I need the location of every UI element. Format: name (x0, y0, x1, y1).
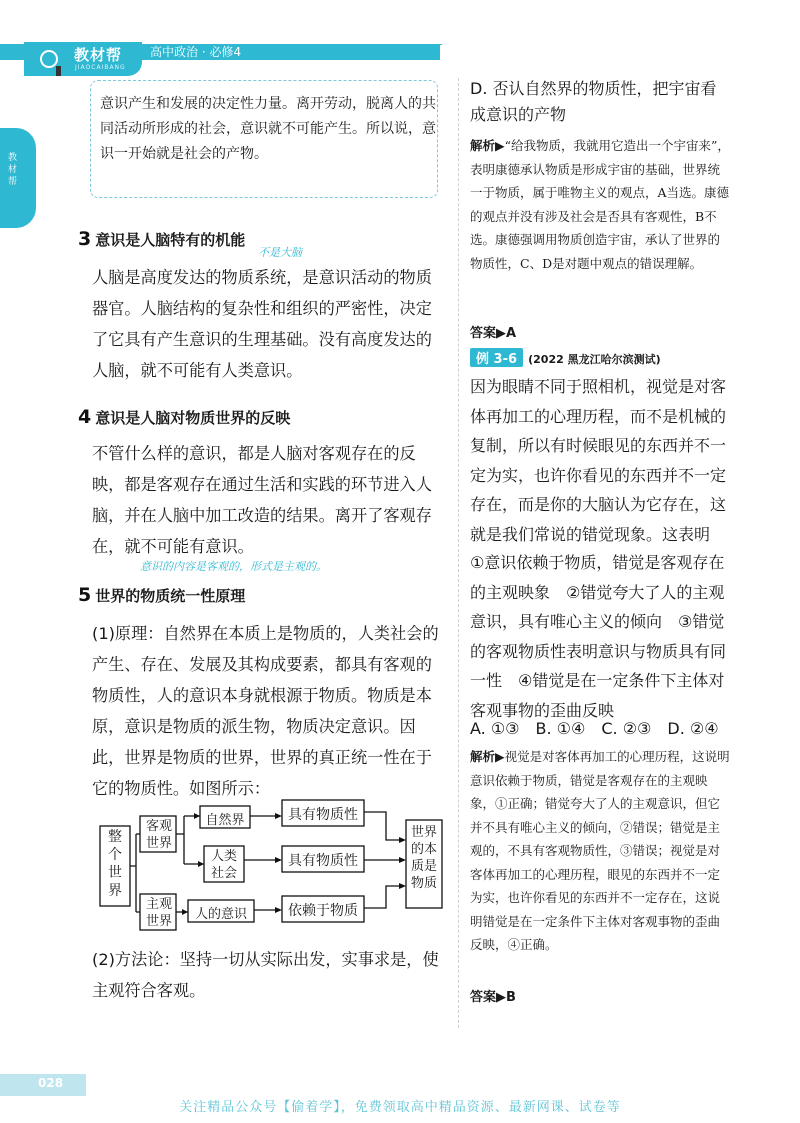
label-consciousness: 人的意识 (194, 907, 247, 922)
footer-promo: 关注精品公众号【偷着学】，免费领取高中精品资源、最新网课、试卷等 (179, 1100, 621, 1115)
section-3-number: 3 (78, 228, 92, 250)
side-tab-label: 教材帮 (8, 153, 18, 187)
label-material-1: 具有物质性 (288, 807, 358, 823)
label-material-2: 具有物质性 (288, 853, 358, 869)
analysis-1-marker: ▶ (495, 138, 505, 153)
question-stem: 因为眼睛不同于照相机，视觉是对客体再加工的心理历程，而不是机械的复制，所以有时候眼见的东西并不一定为实，也许你看见的东西并不一定存在，而是你的大脑认为它存在，这就是我们常说的错觉现象。这表明 (470, 377, 727, 544)
answer-2-value: B (506, 990, 516, 1005)
subject-title: 高中政治 · 必修4 (150, 45, 242, 59)
question-options: ①意识依赖于物质，错觉是客观存在的主观映象 ②错觉夸大了人的主观意识，具有唯心主义的倾向 ③错觉的客观物质性表明意识与物质具有同一性 ④错觉是在一定条件下主体对客观事物的歪曲反映 (470, 553, 727, 720)
section-3-heading (78, 228, 245, 250)
analysis-2-marker: ▶ (495, 749, 505, 764)
section-5-method: (2)方法论：坚持一切从实际出发，实事求是，使主观符合客观。 (92, 950, 439, 1000)
analysis-2-label: 解析 (470, 749, 496, 764)
section-5-number: 5 (78, 584, 92, 606)
answer-1 (470, 322, 732, 341)
analysis-2-text: 视觉是对客体再加工的心理历程，这说明意识依赖于物质，错觉是客观存在的主观映象，①正确；错觉夸大了人的主观意识，但它并不具有唯心主义的倾向，②错误；错觉是主观的，不具有客观物质性，③错误；视觉是对客体再加工的心理历程，眼见的东西并不一定为实，也许你看见的东西并不一定存在，这说明错觉是在一定条件下主体对客观事物的歪曲反映，④正确。 (470, 749, 730, 952)
label-subjective-world: 主观世界 (145, 897, 172, 929)
brand-name: 教材帮 (74, 46, 123, 64)
section-3-title: 意识是人脑特有的机能 (95, 231, 246, 249)
section-3-note: 不是大脑 (258, 246, 302, 259)
section-5-title: 世界的物质统一性原理 (95, 587, 246, 605)
option-d: D. 否认自然界的物质性，把宇宙看成意识的产物 (470, 79, 717, 124)
answer-1-value: A (506, 326, 517, 341)
label-society: 人类社会 (210, 849, 237, 881)
example-tag: 例 3-6 (470, 348, 523, 367)
question-choices: A. ①③ B. ①④ C. ②③ D. ②④ (470, 719, 719, 738)
column-divider (458, 78, 460, 1028)
label-nature: 自然界 (205, 813, 245, 828)
section-4-heading (78, 406, 290, 428)
example-header (470, 348, 732, 367)
page-number-tab (0, 1074, 86, 1096)
section-4-title: 意识是人脑对物质世界的反映 (95, 409, 291, 427)
answer-2 (470, 986, 732, 1005)
box-text: 意识产生和发展的决定性力量。离开劳动，脱离人的共同活动所形成的社会，意识就不可能产生。所以说，意识一开始就是社会的产物。 (100, 96, 436, 162)
answer-1-label: 答案 (470, 326, 497, 341)
section-4-number: 4 (78, 406, 92, 428)
answer-2-label: 答案 (470, 990, 497, 1005)
section-4-note: 意识的内容是客观的，形式是主观的。 (140, 560, 327, 573)
analysis-2 (470, 745, 732, 957)
label-depends: 依赖于物质 (288, 903, 358, 919)
section-3-paragraph: 人脑是高度发达的物质系统，是意识活动的物质器官。人脑结构的复杂性和组织的严密性，决定了它具有产生意识的生理基础。没有高度发达的人脑，就不可能有人类意识。 (92, 268, 432, 380)
brand-subtitle: JIAOCAIBANG (75, 64, 126, 71)
section-4-paragraph: 不管什么样的意识，都是人脑对客观存在的反映，都是客观存在通过生活和实践的环节进入人脑，并在人脑中加工改造的结果。离开了客观存在，就不可能有意识。 (92, 444, 432, 556)
analysis-1 (470, 134, 732, 275)
lightbulb-base-icon (56, 66, 61, 76)
label-objective-world: 客观世界 (145, 819, 172, 851)
page-number: 028 (38, 1076, 64, 1090)
answer-2-marker: ▶ (496, 990, 507, 1005)
section-5-principle: (1)原理：自然界在本质上是物质的，人类社会的产生、存在、发展及其构成要素，都具有客观的物质性，人的意识本身就根源于物质。物质是本原，意识是物质的派生物，物质决定意识。因此，世界是物质的世界，世界的真正统一性在于它的物质性。如图所示： (92, 624, 439, 798)
analysis-1-text: “给我物质，我就用它造出一个宇宙来”，表明康德承认物质是形成宇宙的基础，世界统一于物质，属于唯物主义的观点，A当选。康德的观点并没有涉及社会是否具有客观性，B不选。康德强调用物质创造宇宙，承认了世界的物质性，C、D是对题中观点的错误理解。 (470, 138, 730, 271)
analysis-1-label: 解析 (470, 138, 496, 153)
label-whole-world: 整个世界 (108, 829, 122, 899)
section-5-heading (78, 584, 245, 606)
example-source: (2022 黑龙江哈尔滨测试) (528, 353, 661, 366)
label-essence: 世界的本质是物质 (410, 825, 437, 891)
answer-1-marker: ▶ (496, 326, 507, 341)
